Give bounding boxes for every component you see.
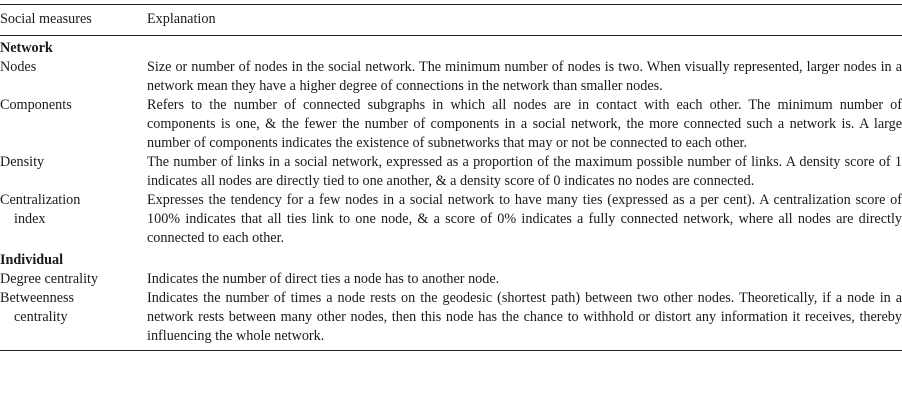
term-line: Centralization: [0, 192, 81, 208]
table-row: [0, 270, 902, 289]
row-term: [0, 58, 147, 96]
header-social-measures: Social measures: [0, 11, 92, 27]
term-line: Nodes: [0, 59, 37, 75]
table-row: [0, 96, 902, 153]
section-heading-network: [0, 39, 902, 58]
row-explanation: The number of links in a social network, expressed as a proportion of the maximum possible number of links. A density score of 1 indicates all nodes are directly tied to one another, & a density score of 0 indicates no nodes are connected.: [147, 154, 902, 189]
row-explanation: Expresses the tendency for a few nodes in a social network to have many ties (expressed as a per cent). A centralization score of 100% indicates that all ties link to one node, & a score of 0% indicates a fully connected network, where all nodes are directly connected to each other.: [147, 192, 902, 246]
row-explanation: Indicates the number of direct ties a node has to another node.: [147, 271, 500, 287]
table-row: [0, 289, 902, 350]
term-line: Betweenness: [0, 290, 75, 306]
term-line: Density: [0, 154, 45, 170]
term-line-continued: centrality: [14, 309, 68, 325]
table-bottom-rule: [0, 350, 902, 351]
term-line: Components: [0, 97, 72, 113]
section-title: Individual: [0, 252, 64, 268]
row-term: [0, 289, 147, 346]
row-explanation: Refers to the number of connected subgraphs in which all nodes are in contact with each other. The minimum number of components is one, & the fewer the number of components in a social network, the more connected such a network is. A large number of components indicates the existence of subnetworks that may or not be connected to each other.: [147, 97, 902, 151]
table-row: [0, 191, 902, 248]
section-heading-individual: [0, 251, 902, 270]
table-row: [0, 153, 902, 191]
term-line-continued: index: [14, 211, 46, 227]
row-term: [0, 270, 147, 289]
row-explanation: Size or number of nodes in the social network. The minimum number of nodes is two. When visually represented, larger nodes in a network mean they have a higher degree of connections in the network than smaller nodes.: [147, 59, 902, 94]
section-title: Network: [0, 40, 53, 56]
table-row: [0, 58, 902, 96]
row-term: [0, 191, 147, 248]
table-header-row: [0, 5, 902, 35]
social-measures-table: [0, 4, 902, 351]
row-term: [0, 153, 147, 191]
table-header-rule: [0, 35, 902, 36]
row-term: [0, 96, 147, 153]
header-explanation: Explanation: [147, 11, 216, 27]
term-line: Degree centrality: [0, 271, 99, 287]
row-explanation: Indicates the number of times a node rests on the geodesic (shortest path) between two other nodes. Theoretically, if a node in a network rests between many other nodes, then this node has the chance to withhold or distort any information it receives, thereby influencing the whole network.: [147, 290, 902, 344]
